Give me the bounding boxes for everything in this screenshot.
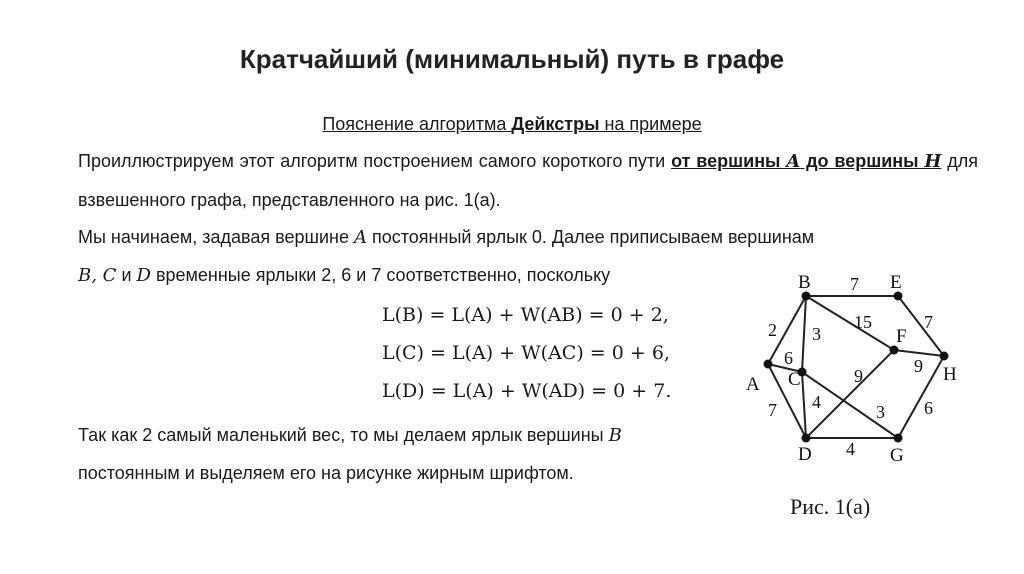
figure-caption: Рис. 1(а) (790, 494, 871, 519)
intro-text-1: Проиллюстрируем этот алгоритм построением самого короткого пути (78, 151, 672, 171)
weight-cd: 4 (812, 392, 821, 412)
weight-fh: 9 (914, 356, 923, 376)
weight-ad: 7 (768, 400, 777, 420)
weight-eh: 7 (924, 312, 933, 332)
intro-from-vertex: от вершины (671, 151, 787, 171)
vertex-label-a: A (746, 374, 760, 395)
intro-text-2: для взвешенного графа, представленного на рис. 1(а). (78, 151, 978, 210)
weight-ac: 6 (784, 348, 793, 368)
subtitle-suffix: на примере (599, 114, 702, 134)
conclusion-text: Так как 2 самый маленький вес, то мы делаем ярлык вершины (78, 425, 609, 445)
slide-title: Кратчайший (минимальный) путь в графе (239, 44, 785, 74)
equation-lb: L(B) = L(A) + W(AB) = 0 + 2, (382, 304, 669, 326)
weight-bf: 15 (854, 312, 872, 332)
subtitle-bold: Дейкстры (511, 114, 600, 134)
start-text-3: временные ярлыки 2, 6 и 7 соответственно, поскольку (150, 265, 611, 285)
weight-df: 9 (854, 366, 863, 386)
subtitle-prefix: Пояснение алгоритма (322, 114, 512, 134)
weighted-graph (740, 268, 980, 468)
vertex-h (940, 352, 949, 361)
weight-be: 7 (850, 274, 859, 294)
equation-lc: L(C) = L(A) + W(AC) = 0 + 6, (382, 342, 670, 364)
paragraph-intro (78, 142, 978, 219)
equation-ld: L(D) = L(A) + W(AD) = 0 + 7. (382, 380, 672, 402)
weight-cg: 3 (876, 402, 885, 422)
vertex-label-d: D (798, 444, 812, 465)
vertex-d (802, 434, 811, 443)
start-text-2: постоянный ярлык 0. Далее приписываем вершинам (367, 227, 815, 247)
weight-dg: 4 (846, 439, 855, 459)
vertex-g (894, 434, 903, 443)
vertex-label-f: F (896, 326, 907, 347)
vertex-label-b: B (798, 272, 811, 293)
intro-vertex-a: A (786, 151, 801, 172)
start-vertex-a: A (354, 227, 367, 248)
conclusion-vertex-b: B (608, 425, 622, 446)
vertex-a (764, 360, 773, 369)
intro-underlined (671, 151, 941, 171)
paragraph-start (78, 218, 978, 257)
vertex-label-g: G (890, 445, 904, 466)
start-text-1: Мы начинаем, задавая вершине (78, 227, 354, 247)
vertex-label-e: E (890, 272, 902, 293)
edge-bc (802, 296, 806, 372)
weight-gh: 6 (924, 398, 933, 418)
paragraph-start-cont (78, 256, 718, 295)
vertex-label-h: H (943, 364, 957, 385)
weight-bc: 3 (812, 324, 821, 344)
subtitle (0, 114, 1024, 135)
vertex-label-c: C (788, 369, 801, 390)
start-vertices-bc: B, C (78, 265, 117, 286)
edge-cd (802, 372, 806, 438)
intro-vertex-h: H (924, 151, 942, 172)
start-vertex-d: D (136, 265, 151, 286)
intro-to-vertex: до вершины (800, 151, 925, 171)
paragraph-conclusion-cont: постоянным и выделяем его на рисунке жирным шрифтом. (78, 463, 574, 483)
start-and: и (116, 265, 137, 285)
weight-ab: 2 (768, 320, 777, 340)
paragraph-conclusion (78, 416, 738, 455)
